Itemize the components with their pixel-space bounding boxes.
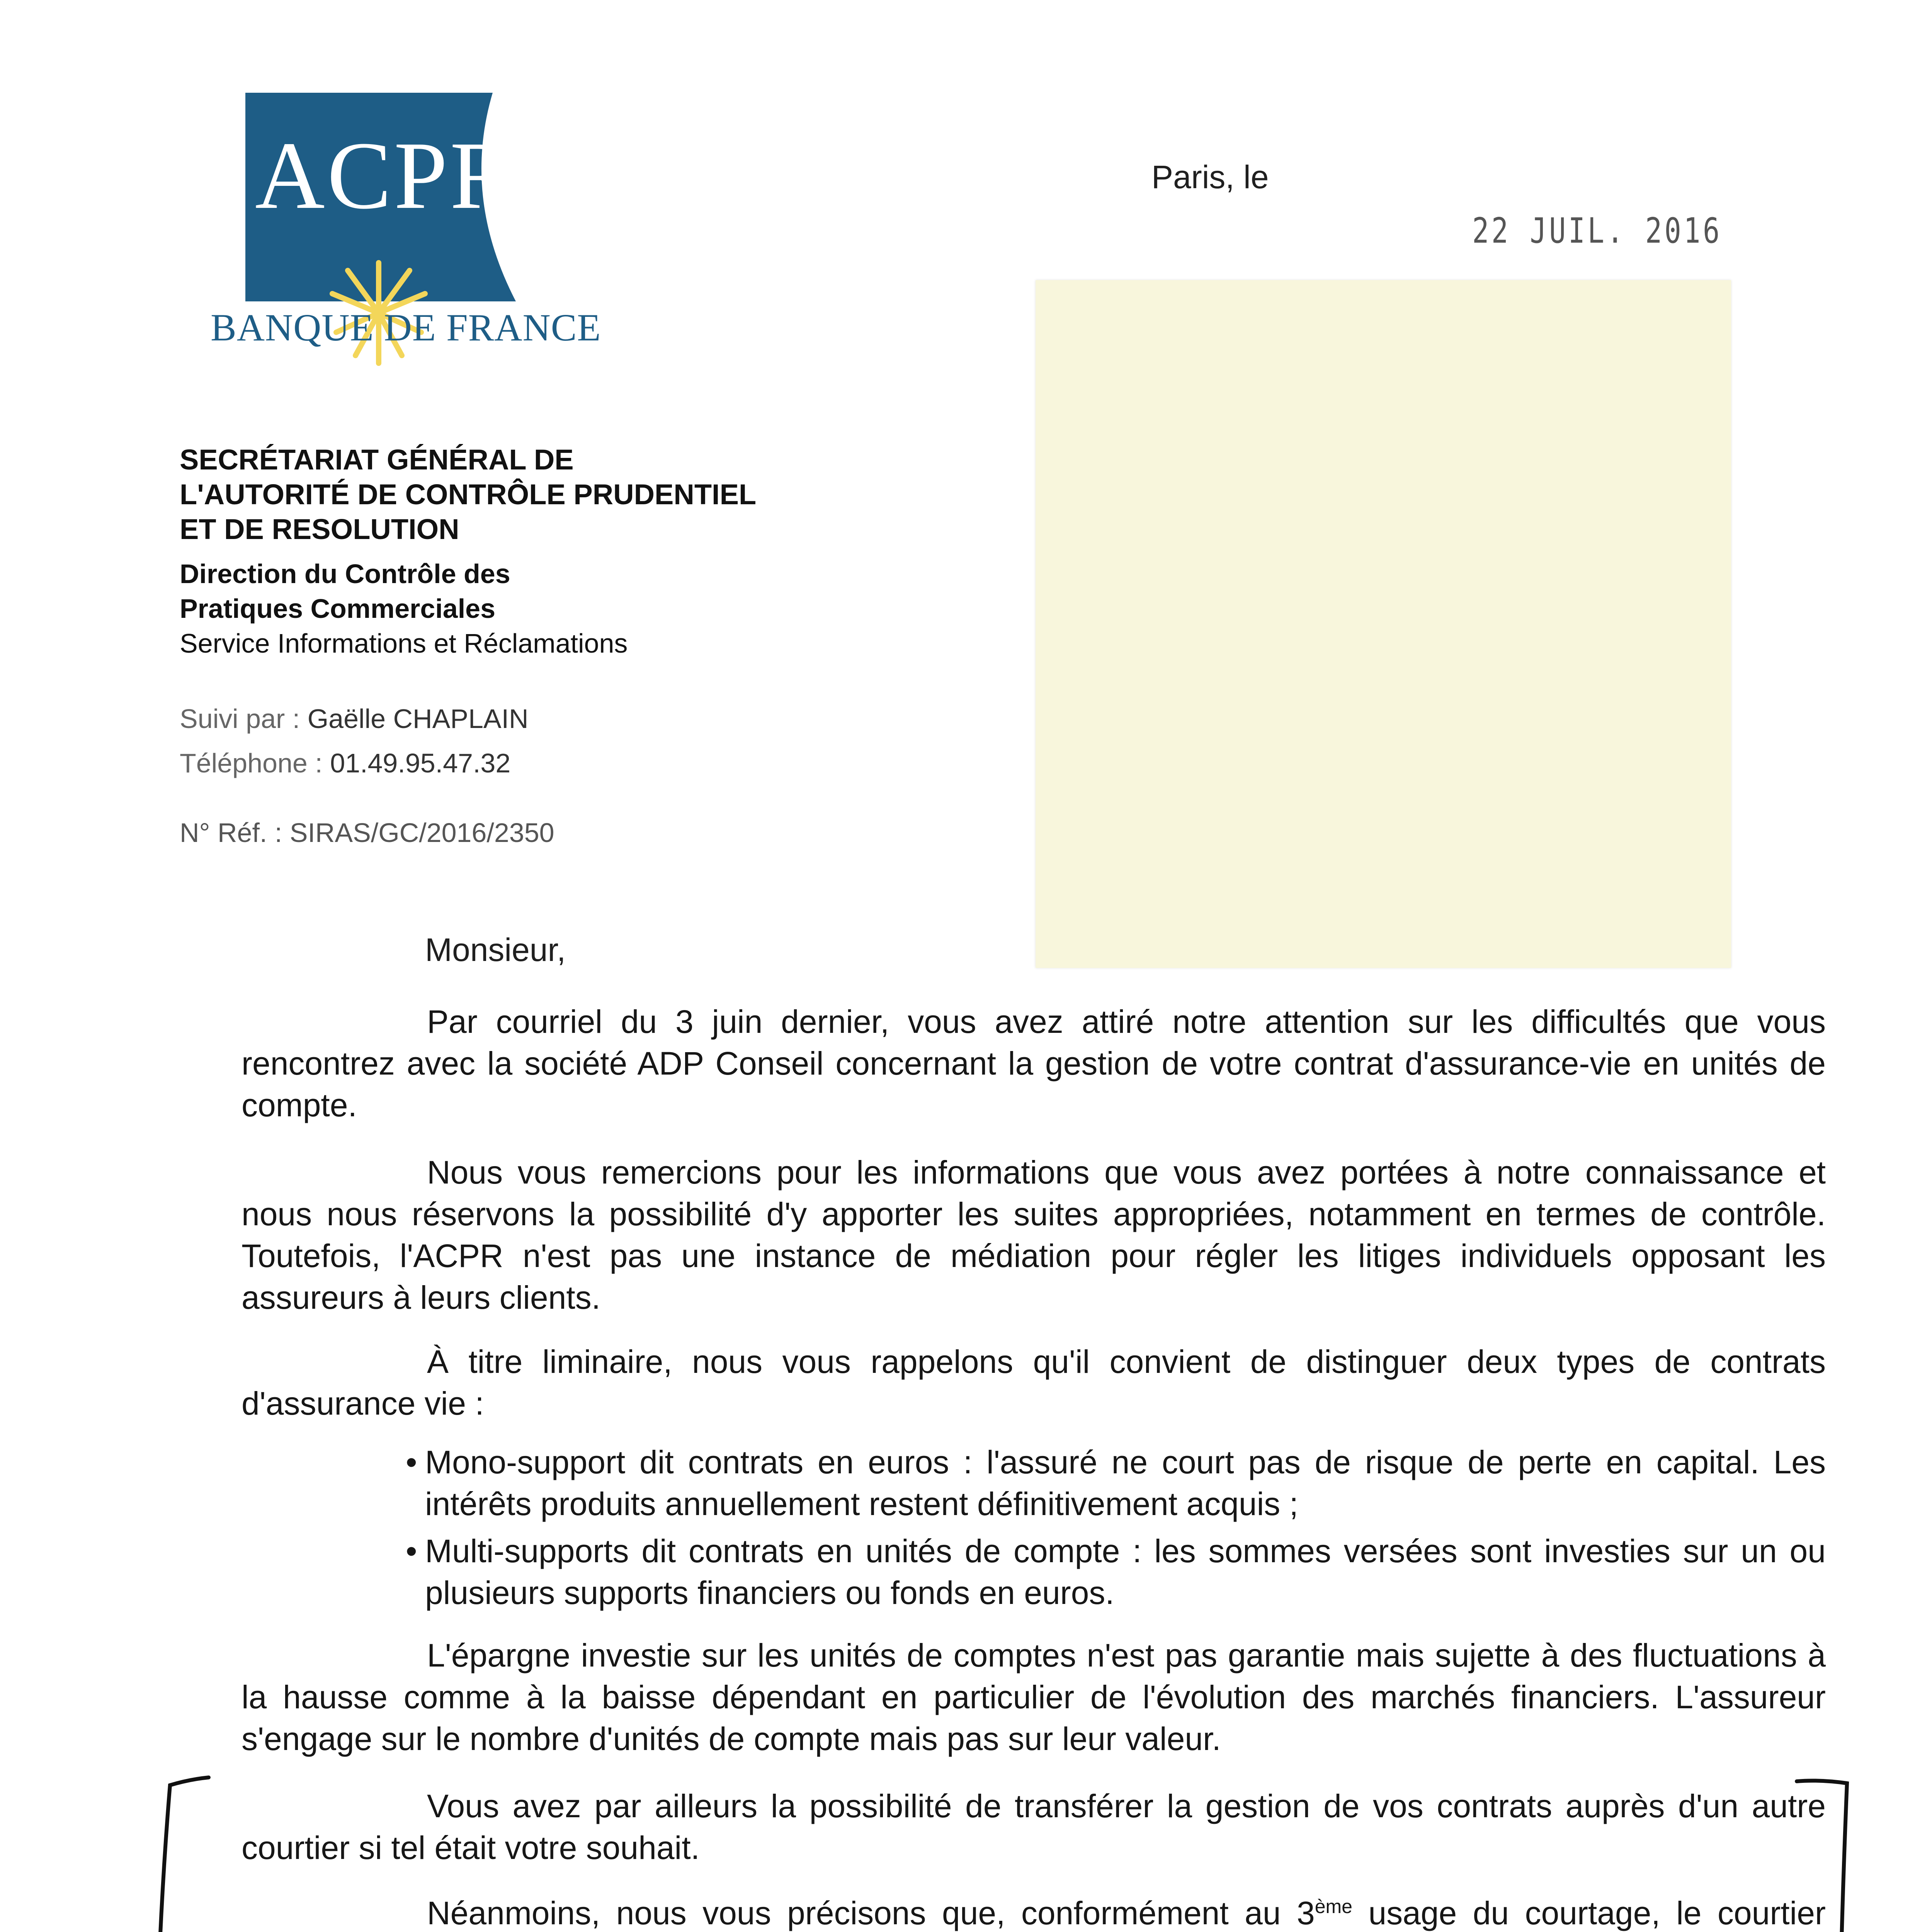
bullet-icon: • <box>406 1444 417 1480</box>
paragraph-4-text: L'épargne investie sur les unités de comptes n'est pas garantie mais sujette à des fluctuations à la hausse comme à la baisse dépendant en particulier de l'évolution des marchés financiers. L'assureur s'engage sur le nombre d'unités de compte mais pas sur leur valeur. <box>242 1637 1826 1757</box>
phone-label: Téléphone : <box>180 748 323 778</box>
sender-line-3: ET DE RESOLUTION <box>180 513 459 545</box>
bullet-item <box>406 1530 1826 1614</box>
bullet-2-text: Multi-supports dit contrats en unités de compte : les sommes versées sont investies sur un ou plusieurs supports financiers ou fonds en euros. <box>425 1533 1826 1611</box>
paragraph-6-text-b: usage du courtage, le courtier <box>1368 1895 1826 1931</box>
place-label: Paris, le <box>1151 159 1269 195</box>
followed-by <box>180 703 529 734</box>
paragraph-6-superscript: ème <box>1315 1896 1352 1917</box>
sticky-note <box>1036 280 1731 968</box>
phone <box>180 748 510 779</box>
bullet-item <box>406 1441 1826 1525</box>
paragraph-3 <box>242 1341 1826 1424</box>
handwritten-bracket-marks <box>147 1762 1870 1932</box>
bullet-icon: • <box>406 1533 417 1569</box>
banque-de-france-label: BANQUE DE FRANCE <box>211 306 601 349</box>
paragraph-6-text-a: Néanmoins, nous vous précisons que, conformément au 3 <box>427 1895 1315 1931</box>
paragraph-4 <box>242 1634 1826 1760</box>
logo-acronym: ACPR <box>255 122 517 229</box>
department-line-3: Service Informations et Réclamations <box>180 628 628 658</box>
paragraph-2-text: Nous vous remercions pour les informations que vous avez portées à notre connaissance et nous nous réservons la possibilité d'y apporter les suites appropriées, notamment en termes de contrôle. Toutefois, l'ACPR n'est pas une instance de médiation pour régler les litiges individuels opposant les assureurs à leurs clients. <box>242 1154 1826 1316</box>
sender-line-1: SECRÉTARIAT GÉNÉRAL DE <box>180 444 574 476</box>
followed-by-name: Gaëlle CHAPLAIN <box>307 704 529 734</box>
followed-by-label: Suivi par : <box>180 704 300 734</box>
paragraph-5-text: Vous avez par ailleurs la possibilité de transférer la gestion de vos contrats auprès d'un autre courtier si tel était votre souhait. <box>242 1788 1826 1866</box>
paragraph-2 <box>242 1151 1826 1318</box>
bullet-1-text: Mono-support dit contrats en euros : l'assuré ne court pas de risque de perte en capital. Les intérêts produits annuellement restent définitivement acquis ; <box>425 1444 1826 1522</box>
date-stamp: 22 JUIL. 2016 <box>1472 211 1722 251</box>
paragraph-1 <box>242 1001 1826 1126</box>
sender-line-2: L'AUTORITÉ DE CONTRÔLE PRUDENTIEL <box>180 478 757 510</box>
paragraph-1-text: Par courriel du 3 juin dernier, vous avez attiré notre attention sur les difficultés que vous rencontrez avec la société ADP Conseil concernant la gestion de votre contrat d'assurance-vie en unités de compte. <box>242 1003 1826 1123</box>
paragraph-3-text: À titre liminaire, nous vous rappelons qu'il convient de distinguer deux types de contrats d'assurance vie : <box>242 1344 1826 1422</box>
reference-number: N° Réf. : SIRAS/GC/2016/2350 <box>180 818 554 848</box>
department-line-2: Pratiques Commerciales <box>180 594 496 624</box>
salutation: Monsieur, <box>425 932 566 968</box>
phone-number: 01.49.95.47.32 <box>330 748 511 778</box>
department-line-1: Direction du Contrôle des <box>180 559 510 589</box>
